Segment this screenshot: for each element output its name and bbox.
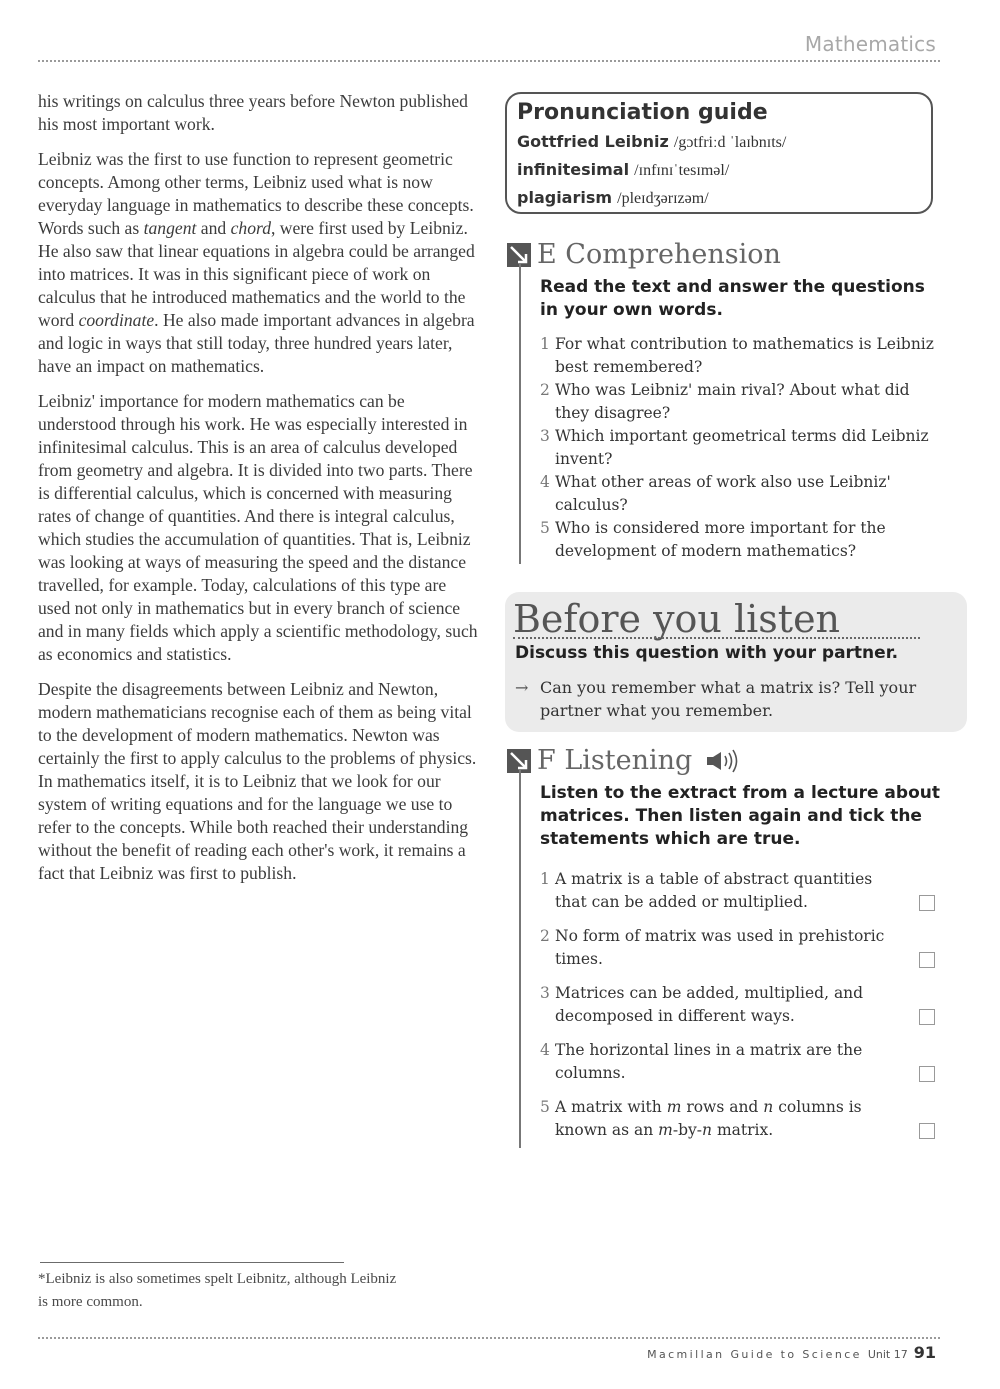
question-item	[540, 333, 940, 379]
pronunciation-word: infinitesimal	[517, 160, 630, 179]
bottom-divider	[38, 1337, 940, 1339]
paragraph-2: Leibniz was the first to use function to represent geometric concepts. Among other terms, Leibniz used what is now everyday language in mathematics to describe these concepts. Words such as tangent and chord, were first used by Leibniz. He also saw that linear equations in algebra could be arranged into matrices. It was in this significant piece of work on calculus that he introduced mathematics and the world to the word coordinate. He also made important advances in algebra and logic in ways that still today, three hundred years later, have an impact on mathematics.	[38, 149, 475, 376]
comprehension-rule	[519, 264, 521, 564]
statement-text: A matrix is a table of abstract quantities that can be added or multiplied.	[555, 870, 873, 911]
listening-header	[507, 746, 742, 776]
comprehension-title: E Comprehension	[537, 239, 781, 270]
question-number: 4	[540, 473, 550, 491]
italic-term: chord	[230, 218, 271, 238]
unit-label: Unit 17	[867, 1348, 908, 1361]
italic-term: coordinate	[78, 310, 155, 330]
statement-number: 1	[540, 870, 550, 888]
question-item	[540, 379, 940, 425]
book-title: Macmillan Guide to Science	[647, 1348, 862, 1361]
footnote: *Leibniz is also sometimes spelt Leibnitz, although Leibniz is more common.	[38, 1271, 397, 1310]
question-text: For what contribution to mathematics is Leibniz best remembered?	[555, 335, 934, 376]
pronunciation-ipa: /ɪnfɪnɪˈtesɪməl/	[634, 162, 730, 179]
tick-checkbox[interactable]	[919, 952, 935, 968]
statement-text: The horizontal lines in a matrix are the columns.	[555, 1041, 863, 1082]
top-divider	[38, 60, 940, 62]
paragraph-3: Leibniz' importance for modern mathematics can be understood through his work. He was especially interested in infinitesimal calculus. This is an area of calculus developed from geometry and algebra. It is divided into two parts. There is differential calculus, which is concerned with measuring rates of change of quantities. And there is integral calculus, which studies the accumulation of quantities. That is, Leibniz was looking at ways of measuring the speed and the distance travelled, for example. Today, calculations of this type are used not only in mathematics but in every branch of science and in many fields which apply a scientific methodology, such as economics and statistics.	[38, 391, 478, 664]
question-text: Who is considered more important for the development of modern mathematics?	[555, 519, 886, 560]
pronunciation-ipa: /gɔtfriːd ˈlaɪbnɪts/	[673, 134, 787, 151]
question-number: 3	[540, 427, 550, 445]
question-text: What other areas of work also use Leibniz' calculus?	[555, 473, 891, 514]
italic-term: n	[763, 1098, 774, 1116]
comprehension-header	[507, 240, 781, 270]
section-title: Mathematics	[804, 32, 936, 56]
statement-number: 3	[540, 984, 550, 1002]
paragraph-4: Despite the disagreements between Leibniz and Newton, modern mathematicians recognise each of them as being vital to the development of modern mathematics. Newton was certainly the first to apply calculus to the problems of physics. In mathematics itself, it is to Leibniz that we look for our system of writing equations and for the language we use to refer to the concepts. While both reached their understanding without the benefit of reading each other's work, it remains a fact that Leibniz was first to publish.	[38, 679, 477, 883]
comprehension-questions	[540, 333, 940, 563]
pronunciation-word: Gottfried Leibniz	[517, 132, 669, 151]
statement-number: 5	[540, 1098, 550, 1116]
discussion-item	[515, 676, 935, 722]
before-you-listen-title: Before you listen	[513, 597, 841, 641]
statement-text: Matrices can be added, multiplied, and decomposed in different ways.	[555, 984, 864, 1025]
question-item	[540, 517, 940, 563]
page-number: 91	[913, 1343, 936, 1362]
tick-checkbox[interactable]	[919, 895, 935, 911]
question-item	[540, 425, 940, 471]
comprehension-instruction: Read the text and answer the questions in your own words.	[540, 277, 925, 320]
statement-item	[540, 868, 935, 925]
italic-term: m	[666, 1098, 682, 1116]
statement-number: 4	[540, 1041, 550, 1059]
speaker-icon[interactable]	[706, 748, 742, 774]
pronunciation-word: plagiarism	[517, 188, 613, 207]
tick-checkbox[interactable]	[919, 1123, 935, 1139]
statement-item	[540, 1039, 935, 1096]
italic-term: m	[658, 1121, 673, 1139]
discussion-text: Can you remember what a matrix is? Tell your partner what you remember.	[540, 678, 917, 720]
question-number: 5	[540, 519, 550, 537]
listening-title: F Listening	[537, 745, 693, 776]
statement-item	[540, 1096, 935, 1153]
reading-text	[38, 90, 478, 897]
question-item	[540, 471, 940, 517]
question-number: 1	[540, 335, 550, 353]
pronunciation-entry	[517, 184, 921, 212]
question-text: Who was Leibniz' main rival? About what did they disagree?	[555, 381, 910, 422]
arrow-right-icon: →	[515, 678, 529, 697]
statement-text: A matrix with m rows and n columns is known as an m-by-n matrix.	[555, 1098, 862, 1139]
pronunciation-entry	[517, 128, 921, 156]
pronunciation-ipa: /pleɪdʒərɪzəm/	[617, 190, 709, 207]
listening-instruction: Listen to the extract from a lecture about matrices. Then listen again and tick the statements which are true.	[540, 783, 940, 849]
footnote-divider	[40, 1262, 344, 1263]
pronunciation-title: Pronunciation guide	[517, 100, 768, 125]
before-you-listen-divider	[513, 637, 920, 639]
italic-term: n	[702, 1121, 713, 1139]
page-footer	[647, 1343, 936, 1362]
pronunciation-guide	[505, 92, 933, 214]
statement-item	[540, 925, 935, 982]
statement-text: No form of matrix was used in prehistoric times.	[555, 927, 885, 968]
pronunciation-entry	[517, 156, 921, 184]
question-text: Which important geometrical terms did Leibniz invent?	[555, 427, 929, 468]
listening-rule	[519, 770, 521, 1148]
italic-term: tangent	[143, 218, 197, 238]
statement-number: 2	[540, 927, 550, 945]
tick-checkbox[interactable]	[919, 1009, 935, 1025]
tick-checkbox[interactable]	[919, 1066, 935, 1082]
statement-item	[540, 982, 935, 1039]
before-you-listen-instruction: Discuss this question with your partner.	[515, 643, 899, 663]
listening-statements	[540, 868, 935, 1153]
question-number: 2	[540, 381, 550, 399]
paragraph-1: his writings on calculus three years before Newton published his most important work.	[38, 91, 468, 134]
